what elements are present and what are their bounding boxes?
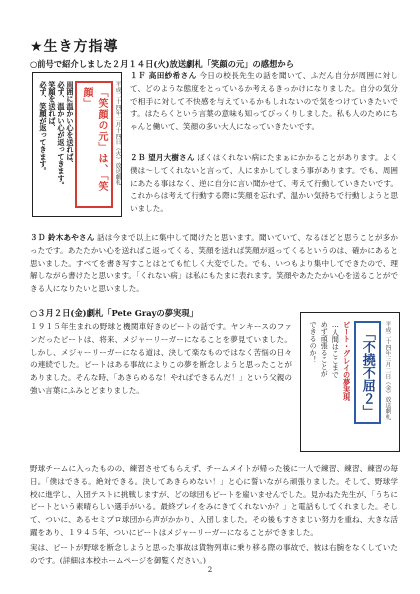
card1-date: 平成二十四年二月十四日（火）放送劇札 [114,81,120,186]
card1-quote-4: 必ず、笑顔が返ってきます。 [39,81,48,175]
card2-title: 「不撓不屈２」 [354,321,381,424]
para-suzuki-class: ３Ｄ [30,233,46,242]
card2-date: 平成二十四年三月二日（金）放送劇札 [383,321,390,420]
card-futou-fukutsu [300,312,400,452]
card2-quote-2: めず頑張ることが [320,321,329,377]
para-takada-text: 今日の校長先生の話を聞いて、ふだん自分が周囲に対して、どのような態度をとっているか考えるきっかけになりました。自分の気分で相手に対して不快感を与えているかもしれないので気をつけていきたいです。はたらくという言葉の意味も知ってびっくりしました。私も人のためにちゃんと働いて、笑顔の多い大人になっていきたいです。 [130,71,398,132]
para-suzuki [30,232,398,296]
para-mochizuki-name: 望月大樹さん [148,153,195,162]
card1-quote-1: 周囲に温かい心を送れば、 [66,81,75,168]
para-mochizuki-text: ぼくはくれない病にたまぁにかかることがあります。よく僕は〜してくれないと言って、人にまかしてしまう事があります。でも、周囲にあたる事はなく、逆に自分に言い聞かせて、考えて行動していきたいです。これからは考えて行動する際に笑顔を忘れず、温かい気持ちで行動しようと思いました。 [130,153,399,214]
para-takada-name: 高田紗希さん [148,71,197,80]
para-suzuki-text: 話は今まで以上に集中して聞けたと思います。聞いていて、なるほどと思うことが多かったです。あたたかい心を送ればこ返ってくる、笑顔を送れば笑顔が返ってくるというのは、確かにあると思いました。すべてを書き写すことはとても忙しく大変でした。でも、いつもより集中してできたので、理解しながら書けたと思います。「くれない病」は私にもたまに表れます。笑顔やあたたかい心を送ることができる人になりたいと思いました。 [30,233,398,294]
section2-heading: ○３月２日(金)劇札「Pete Grayの夢実現」 [30,308,198,318]
para-takada [130,70,398,134]
card2-quote-1: …人間はここまで [331,321,340,378]
para-mochizuki [130,152,398,216]
card-egao [32,72,122,217]
para-pete-accident: 実は、ピートが野球を断念しようと思った事故は貨物列車に乗り移る際の事故で、彼は右腕をなくしていたのです。(詳細は本校ホームページを御覧ください。) [30,543,398,565]
section1-heading: ○前号で紹介しました２月１４日(火)放送劇札「笑顔の元」の感想から [30,59,294,69]
page-title: ★生き方指導 [30,39,119,55]
para-takada-class: １Ｆ [130,71,146,80]
card1-quote-2: 必ず、温かい心が返ってきます。 [57,81,66,189]
para-suzuki-name: 鈴木あやさん [48,233,95,242]
page-number: 2 [207,566,213,574]
card1-title: 「笑顔の元」は、「笑顔」 [75,81,113,208]
para-mochizuki-class: ２Ｂ [130,153,146,162]
para-pete-intro: １９１５年生まれの野球と機関車好きのピートの話です。ヤンキースのファンだったピートは、将来、メジャーリーガーになることを夢見ていました。しかし、メジャーリーガーになる道は、決して楽なものではなく苦悩の日々の連続でした。ピートはある事故によりこの夢を断念しようと思ったことがありました。そんな時、「あきらめるな！やればできるんだ！」という父親の強い言葉にふみとどまりました。 [30,322,292,395]
card2-subtitle: ピート・グレイの夢実現 [342,321,352,401]
para-pete-training: 野球チームに入ったものの、練習させてもらえず、チームメイトが帰った後に一人で練習、練習、練習の毎日。「僕はできる。絶対できる。決してあきらめない！」と心に誓いながら頑張りました。そして、野球学校に進学し、入団テストに挑戦しますが、どの球団もピートを雇いませんでした。見かねた先生が、「うちにピートという素晴らしい選手がいる。最終プレイをみにきてくれないか？」と電話もしてくれました。そして、ついに、あるセミプロ球団から声がかかり、入団しました。その後もすさまじい努力を重ね、大きな活躍をあり、１９４５年、ついにピートはメジャーリーガーになることができました。 [30,464,398,537]
card1-quote-3: 笑顔を送れば、 [48,81,57,132]
card2-quote-3: できるのか！ [309,321,318,363]
